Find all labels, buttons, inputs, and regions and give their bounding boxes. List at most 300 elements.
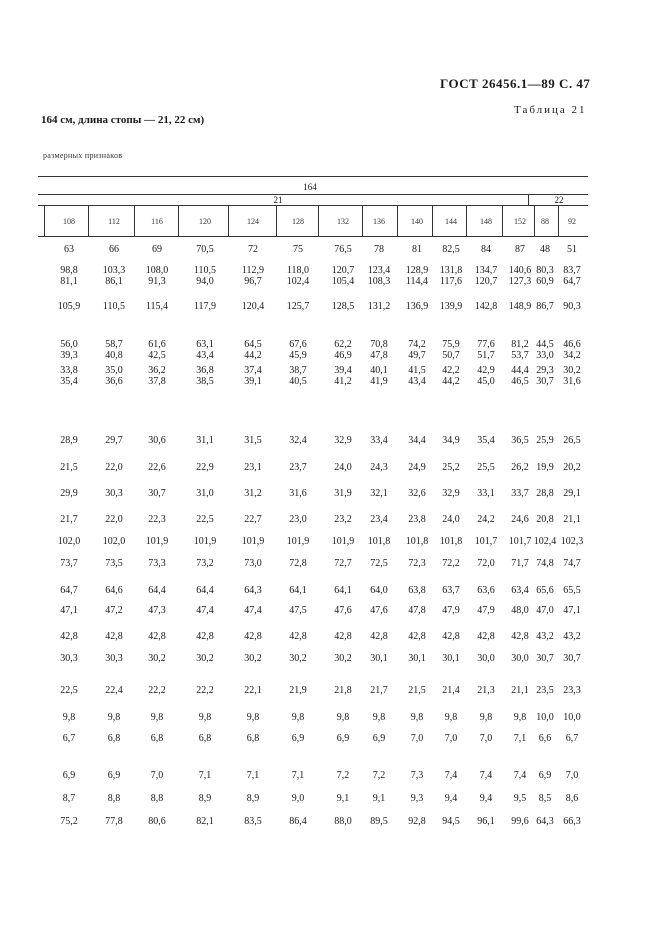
- table-cell: 29,1: [563, 488, 581, 499]
- table-cell: 22,5: [196, 514, 214, 525]
- table-cell: 73,3: [148, 558, 166, 569]
- table-cell: 7,1: [246, 770, 260, 781]
- table-cell: 120,7: [474, 276, 498, 287]
- table-cell: 64,1: [334, 585, 352, 596]
- table-cell: 42,8: [477, 631, 495, 642]
- table-cell: 30,3: [60, 653, 78, 664]
- table-cell: 20,2: [563, 462, 581, 473]
- table-cell: 9,0: [291, 793, 305, 804]
- table-cell: 81,2: [511, 339, 529, 350]
- table-cell: 64,4: [148, 585, 166, 596]
- table-cell: 49,7: [408, 350, 426, 361]
- table-cell: 82,1: [196, 816, 214, 827]
- table-cell: 30,2: [289, 653, 307, 664]
- table-cell: 31,0: [196, 488, 214, 499]
- table-cell: 83,7: [563, 265, 581, 276]
- table-cell: 42,2: [442, 365, 460, 376]
- column-header: 112: [108, 217, 120, 226]
- table-cell: 80,3: [536, 265, 554, 276]
- table-cell: 23,3: [563, 685, 581, 696]
- table-cell: 101,9: [145, 536, 169, 547]
- table-cell: 92,8: [408, 816, 426, 827]
- table-cell: 46,6: [563, 339, 581, 350]
- table-left-rule: [44, 205, 45, 236]
- column-header-rule: [38, 236, 588, 237]
- table-cell: 22,0: [105, 514, 123, 525]
- table-cell: 72,7: [334, 558, 352, 569]
- table-cell: 94,0: [196, 276, 214, 287]
- table-cell: 40,5: [289, 376, 307, 387]
- table-cell: 40,1: [370, 365, 388, 376]
- table-cell: 96,7: [244, 276, 262, 287]
- table-cell: 66: [109, 244, 119, 255]
- table-cell: 83,5: [244, 816, 262, 827]
- table-cell: 102,4: [286, 276, 310, 287]
- table-cell: 120,4: [241, 301, 265, 312]
- table-cell: 21,4: [442, 685, 460, 696]
- table-cell: 47,0: [536, 605, 554, 616]
- table-cell: 108,0: [145, 265, 169, 276]
- table-cell: 70,8: [370, 339, 388, 350]
- table-cell: 22,9: [196, 462, 214, 473]
- table-cell: 103,3: [102, 265, 126, 276]
- column-header: 140: [411, 217, 423, 226]
- table-cell: 42,8: [370, 631, 388, 642]
- table-cell: 43,4: [408, 376, 426, 387]
- table-cell: 46,9: [334, 350, 352, 361]
- table-cell: 45,9: [289, 350, 307, 361]
- column-divider: [134, 205, 135, 236]
- table-cell: 37,8: [148, 376, 166, 387]
- table-cell: 7,2: [372, 770, 386, 781]
- table-cell: 21,3: [477, 685, 495, 696]
- table-cell: 101,7: [474, 536, 498, 547]
- table-cell: 6,9: [372, 733, 386, 744]
- table-cell: 31,5: [244, 435, 262, 446]
- table-cell: 22,2: [196, 685, 214, 696]
- table-cell: 42,8: [511, 631, 529, 642]
- table-cell: 89,5: [370, 816, 388, 827]
- table-cell: 7,0: [479, 733, 493, 744]
- standard-header: ГОСТ 26456.1—89 С. 47: [440, 76, 591, 91]
- height-group-label: 164: [303, 182, 317, 192]
- table-cell: 64,3: [536, 816, 554, 827]
- table-cell: 22,6: [148, 462, 166, 473]
- table-cell: 101,7: [508, 536, 532, 547]
- table-cell: 30,7: [148, 488, 166, 499]
- table-cell: 36,5: [511, 435, 529, 446]
- height-group-rule: [38, 194, 588, 195]
- table-cell: 90,3: [563, 301, 581, 312]
- table-cell: 33,0: [536, 350, 554, 361]
- column-divider: [466, 205, 467, 236]
- table-label: Таблица 21: [514, 104, 587, 116]
- table-cell: 47,2: [105, 605, 123, 616]
- table-cell: 63: [64, 244, 74, 255]
- table-cell: 21,8: [334, 685, 352, 696]
- table-cell: 22,4: [105, 685, 123, 696]
- table-cell: 9,8: [291, 712, 305, 723]
- table-cell: 9,8: [444, 712, 458, 723]
- table-cell: 42,5: [148, 350, 166, 361]
- table-cell: 62,2: [334, 339, 352, 350]
- table-cell: 47,6: [334, 605, 352, 616]
- table-cell: 41,2: [334, 376, 352, 387]
- table-cell: 58,7: [105, 339, 123, 350]
- table-cell: 63,1: [196, 339, 214, 350]
- table-cell: 10,0: [536, 712, 554, 723]
- table-cell: 112,9: [241, 265, 265, 276]
- table-cell: 63,7: [442, 585, 460, 596]
- table-cell: 69: [152, 244, 162, 255]
- table-cell: 47,9: [442, 605, 460, 616]
- table-cell: 86,1: [105, 276, 123, 287]
- column-header: 144: [445, 217, 457, 226]
- table-cell: 21,1: [511, 685, 529, 696]
- table-cell: 23,5: [536, 685, 554, 696]
- table-cell: 127,3: [508, 276, 532, 287]
- table-cell: 32,9: [442, 488, 460, 499]
- table-cell: 30,3: [105, 488, 123, 499]
- table-cell: 42,8: [442, 631, 460, 642]
- table-cell: 30,7: [563, 653, 581, 664]
- table-cell: 42,8: [334, 631, 352, 642]
- table-cell: 7,1: [513, 733, 527, 744]
- table-cell: 6,9: [62, 770, 76, 781]
- table-cell: 23,7: [289, 462, 307, 473]
- table-cell: 118,0: [286, 265, 310, 276]
- column-divider: [178, 205, 179, 236]
- table-cell: 30,7: [536, 376, 554, 387]
- table-cell: 33,8: [60, 365, 78, 376]
- table-cell: 78: [374, 244, 384, 255]
- table-cell: 41,5: [408, 365, 426, 376]
- table-cell: 87: [515, 244, 525, 255]
- column-divider: [318, 205, 319, 236]
- table-cell: 39,4: [334, 365, 352, 376]
- table-cell: 24,9: [408, 462, 426, 473]
- table-cell: 77,8: [105, 816, 123, 827]
- table-cell: 24,0: [442, 514, 460, 525]
- table-cell: 6,9: [538, 770, 552, 781]
- table-cell: 43,4: [196, 350, 214, 361]
- table-cell: 101,8: [439, 536, 463, 547]
- column-divider: [502, 205, 503, 236]
- table-cell: 102,3: [560, 536, 584, 547]
- table-cell: 36,6: [105, 376, 123, 387]
- table-cell: 94,5: [442, 816, 460, 827]
- table-cell: 47,4: [196, 605, 214, 616]
- table-cell: 86,7: [536, 301, 554, 312]
- table-cell: 23,8: [408, 514, 426, 525]
- table-cell: 6,8: [246, 733, 260, 744]
- table-cell: 26,2: [511, 462, 529, 473]
- table-cell: 131,8: [439, 265, 463, 276]
- table-cell: 6,9: [336, 733, 350, 744]
- table-cell: 6,8: [150, 733, 164, 744]
- table-cell: 30,2: [148, 653, 166, 664]
- table-cell: 38,7: [289, 365, 307, 376]
- table-cell: 86,4: [289, 816, 307, 827]
- table-cell: 9,8: [150, 712, 164, 723]
- column-divider: [397, 205, 398, 236]
- table-cell: 21,9: [289, 685, 307, 696]
- table-cell: 21,7: [60, 514, 78, 525]
- table-cell: 47,6: [370, 605, 388, 616]
- column-divider: [228, 205, 229, 236]
- table-cell: 8,9: [198, 793, 212, 804]
- table-cell: 72,8: [289, 558, 307, 569]
- table-cell: 25,2: [442, 462, 460, 473]
- column-header: 120: [199, 217, 211, 226]
- table-cell: 10,0: [563, 712, 581, 723]
- table-cell: 110,5: [193, 265, 217, 276]
- foot-group-divider: [528, 194, 529, 205]
- table-cell: 31,1: [196, 435, 214, 446]
- table-cell: 9,1: [372, 793, 386, 804]
- table-cell: 30,1: [408, 653, 426, 664]
- table-cell: 47,3: [148, 605, 166, 616]
- table-cell: 30,0: [511, 653, 529, 664]
- table-cell: 99,6: [511, 816, 529, 827]
- table-cell: 75,2: [60, 816, 78, 827]
- table-cell: 7,1: [291, 770, 305, 781]
- table-cell: 42,8: [289, 631, 307, 642]
- table-cell: 56,0: [60, 339, 78, 350]
- table-cell: 74,7: [563, 558, 581, 569]
- foot-group-label-21: 21: [273, 195, 283, 205]
- column-header: 128: [292, 217, 304, 226]
- table-cell: 34,2: [563, 350, 581, 361]
- table-cell: 136,9: [405, 301, 429, 312]
- column-header: 136: [373, 217, 385, 226]
- table-cell: 30,2: [244, 653, 262, 664]
- table-cell: 73,2: [196, 558, 214, 569]
- table-cell: 47,4: [244, 605, 262, 616]
- table-cell: 64,6: [105, 585, 123, 596]
- table-cell: 101,9: [286, 536, 310, 547]
- table-cell: 30,1: [442, 653, 460, 664]
- table-cell: 42,8: [196, 631, 214, 642]
- table-cell: 30,2: [563, 365, 581, 376]
- column-divider: [534, 205, 535, 236]
- table-cell: 74,8: [536, 558, 554, 569]
- table-cell: 148,9: [508, 301, 532, 312]
- table-cell: 44,5: [536, 339, 554, 350]
- table-cell: 101,8: [405, 536, 429, 547]
- table-cell: 42,8: [105, 631, 123, 642]
- table-cell: 64,5: [244, 339, 262, 350]
- table-cell: 20,8: [536, 514, 554, 525]
- table-cell: 72,2: [442, 558, 460, 569]
- table-cell: 24,0: [334, 462, 352, 473]
- table-cell: 131,2: [367, 301, 391, 312]
- table-cell: 82,5: [442, 244, 460, 255]
- table-cell: 105,4: [331, 276, 355, 287]
- table-cell: 65,6: [536, 585, 554, 596]
- table-cell: 23,1: [244, 462, 262, 473]
- table-cell: 33,7: [511, 488, 529, 499]
- table-cell: 42,8: [148, 631, 166, 642]
- table-cell: 64,7: [60, 585, 78, 596]
- table-cell: 47,8: [370, 350, 388, 361]
- table-cell: 48: [540, 244, 550, 255]
- table-cell: 72,0: [477, 558, 495, 569]
- table-cell: 26,5: [563, 435, 581, 446]
- table-cell: 91,3: [148, 276, 166, 287]
- table-cell: 38,5: [196, 376, 214, 387]
- table-cell: 42,8: [244, 631, 262, 642]
- table-cell: 142,8: [474, 301, 498, 312]
- table-cell: 51,7: [477, 350, 495, 361]
- table-cell: 39,1: [244, 376, 262, 387]
- table-cell: 72: [248, 244, 258, 255]
- table-cell: 101,8: [367, 536, 391, 547]
- table-cell: 140,6: [508, 265, 532, 276]
- table-cell: 47,9: [477, 605, 495, 616]
- column-header: 152: [514, 217, 526, 226]
- column-header: 108: [63, 217, 75, 226]
- table-cell: 7,0: [410, 733, 424, 744]
- table-cell: 7,2: [336, 770, 350, 781]
- column-divider: [432, 205, 433, 236]
- column-header: 132: [337, 217, 349, 226]
- table-cell: 115,4: [145, 301, 169, 312]
- column-header: 124: [247, 217, 259, 226]
- table-subtitle: 164 см, длина стопы — 21, 22 см): [41, 114, 205, 126]
- table-cell: 110,5: [102, 301, 126, 312]
- table-cell: 53,7: [511, 350, 529, 361]
- table-cell: 30,7: [536, 653, 554, 664]
- table-cell: 6,8: [107, 733, 121, 744]
- table-cell: 6,7: [565, 733, 579, 744]
- table-cell: 73,0: [244, 558, 262, 569]
- table-cell: 63,4: [511, 585, 529, 596]
- table-cell: 22,7: [244, 514, 262, 525]
- table-cell: 101,9: [193, 536, 217, 547]
- table-cell: 50,7: [442, 350, 460, 361]
- table-cell: 22,5: [60, 685, 78, 696]
- table-cell: 9,1: [336, 793, 350, 804]
- table-cell: 44,2: [442, 376, 460, 387]
- table-cell: 117,9: [193, 301, 217, 312]
- table-cell: 22,0: [105, 462, 123, 473]
- table-cell: 9,8: [479, 712, 493, 723]
- table-cell: 47,8: [408, 605, 426, 616]
- table-cell: 6,9: [291, 733, 305, 744]
- column-divider: [362, 205, 363, 236]
- table-cell: 9,8: [372, 712, 386, 723]
- table-cell: 88,0: [334, 816, 352, 827]
- table-cell: 139,9: [439, 301, 463, 312]
- table-cell: 36,8: [196, 365, 214, 376]
- table-cell: 37,4: [244, 365, 262, 376]
- table-cell: 9,5: [513, 793, 527, 804]
- table-cell: 25,9: [536, 435, 554, 446]
- table-cell: 39,3: [60, 350, 78, 361]
- table-cell: 31,9: [334, 488, 352, 499]
- table-cell: 6,9: [107, 770, 121, 781]
- table-cell: 71,7: [511, 558, 529, 569]
- table-cell: 36,2: [148, 365, 166, 376]
- column-header: 116: [151, 217, 163, 226]
- column-header: 88: [541, 217, 549, 226]
- table-cell: 23,4: [370, 514, 388, 525]
- table-cell: 35,0: [105, 365, 123, 376]
- table-cell: 44,4: [511, 365, 529, 376]
- table-cell: 7,4: [479, 770, 493, 781]
- table-cell: 105,9: [57, 301, 81, 312]
- column-divider: [558, 205, 559, 236]
- table-cell: 43,2: [563, 631, 581, 642]
- table-cell: 31,6: [289, 488, 307, 499]
- table-cell: 108,3: [367, 276, 391, 287]
- table-cell: 66,3: [563, 816, 581, 827]
- table-cell: 44,2: [244, 350, 262, 361]
- column-divider: [88, 205, 89, 236]
- table-cell: 30,6: [148, 435, 166, 446]
- table-cell: 6,7: [62, 733, 76, 744]
- table-cell: 25,5: [477, 462, 495, 473]
- table-cell: 30,2: [334, 653, 352, 664]
- table-cell: 61,6: [148, 339, 166, 350]
- table-cell: 42,9: [477, 365, 495, 376]
- table-cell: 30,0: [477, 653, 495, 664]
- table-cell: 31,6: [563, 376, 581, 387]
- table-cell: 8,9: [246, 793, 260, 804]
- table-cell: 77,6: [477, 339, 495, 350]
- table-cell: 22,3: [148, 514, 166, 525]
- table-cell: 28,9: [60, 435, 78, 446]
- table-cell: 7,0: [444, 733, 458, 744]
- table-cell: 43,2: [536, 631, 554, 642]
- table-cell: 30,3: [105, 653, 123, 664]
- table-cell: 32,4: [289, 435, 307, 446]
- table-cell: 7,1: [198, 770, 212, 781]
- table-cell: 32,6: [408, 488, 426, 499]
- table-cell: 64,4: [196, 585, 214, 596]
- table-cell: 24,3: [370, 462, 388, 473]
- table-cell: 128,5: [331, 301, 355, 312]
- table-cell: 9,8: [246, 712, 260, 723]
- table-cell: 72,3: [408, 558, 426, 569]
- table-cell: 84: [481, 244, 491, 255]
- table-cell: 114,4: [405, 276, 429, 287]
- table-cell: 42,8: [408, 631, 426, 642]
- table-cell: 70,5: [196, 244, 214, 255]
- table-cell: 76,5: [334, 244, 352, 255]
- table-cell: 8,7: [62, 793, 76, 804]
- table-cell: 8,6: [565, 793, 579, 804]
- table-cell: 41,9: [370, 376, 388, 387]
- table-cell: 21,5: [408, 685, 426, 696]
- table-cell: 34,9: [442, 435, 460, 446]
- table-cell: 6,8: [198, 733, 212, 744]
- table-cell: 47,1: [60, 605, 78, 616]
- table-cell: 9,8: [107, 712, 121, 723]
- table-cell: 22,1: [244, 685, 262, 696]
- table-cell: 33,4: [370, 435, 388, 446]
- table-cell: 32,9: [334, 435, 352, 446]
- table-cell: 63,6: [477, 585, 495, 596]
- table-cell: 48,0: [511, 605, 529, 616]
- table-cell: 64,7: [563, 276, 581, 287]
- table-cell: 21,1: [563, 514, 581, 525]
- table-cell: 101,9: [241, 536, 265, 547]
- table-cell: 47,1: [563, 605, 581, 616]
- table-cell: 45,0: [477, 376, 495, 387]
- table-cell: 73,5: [105, 558, 123, 569]
